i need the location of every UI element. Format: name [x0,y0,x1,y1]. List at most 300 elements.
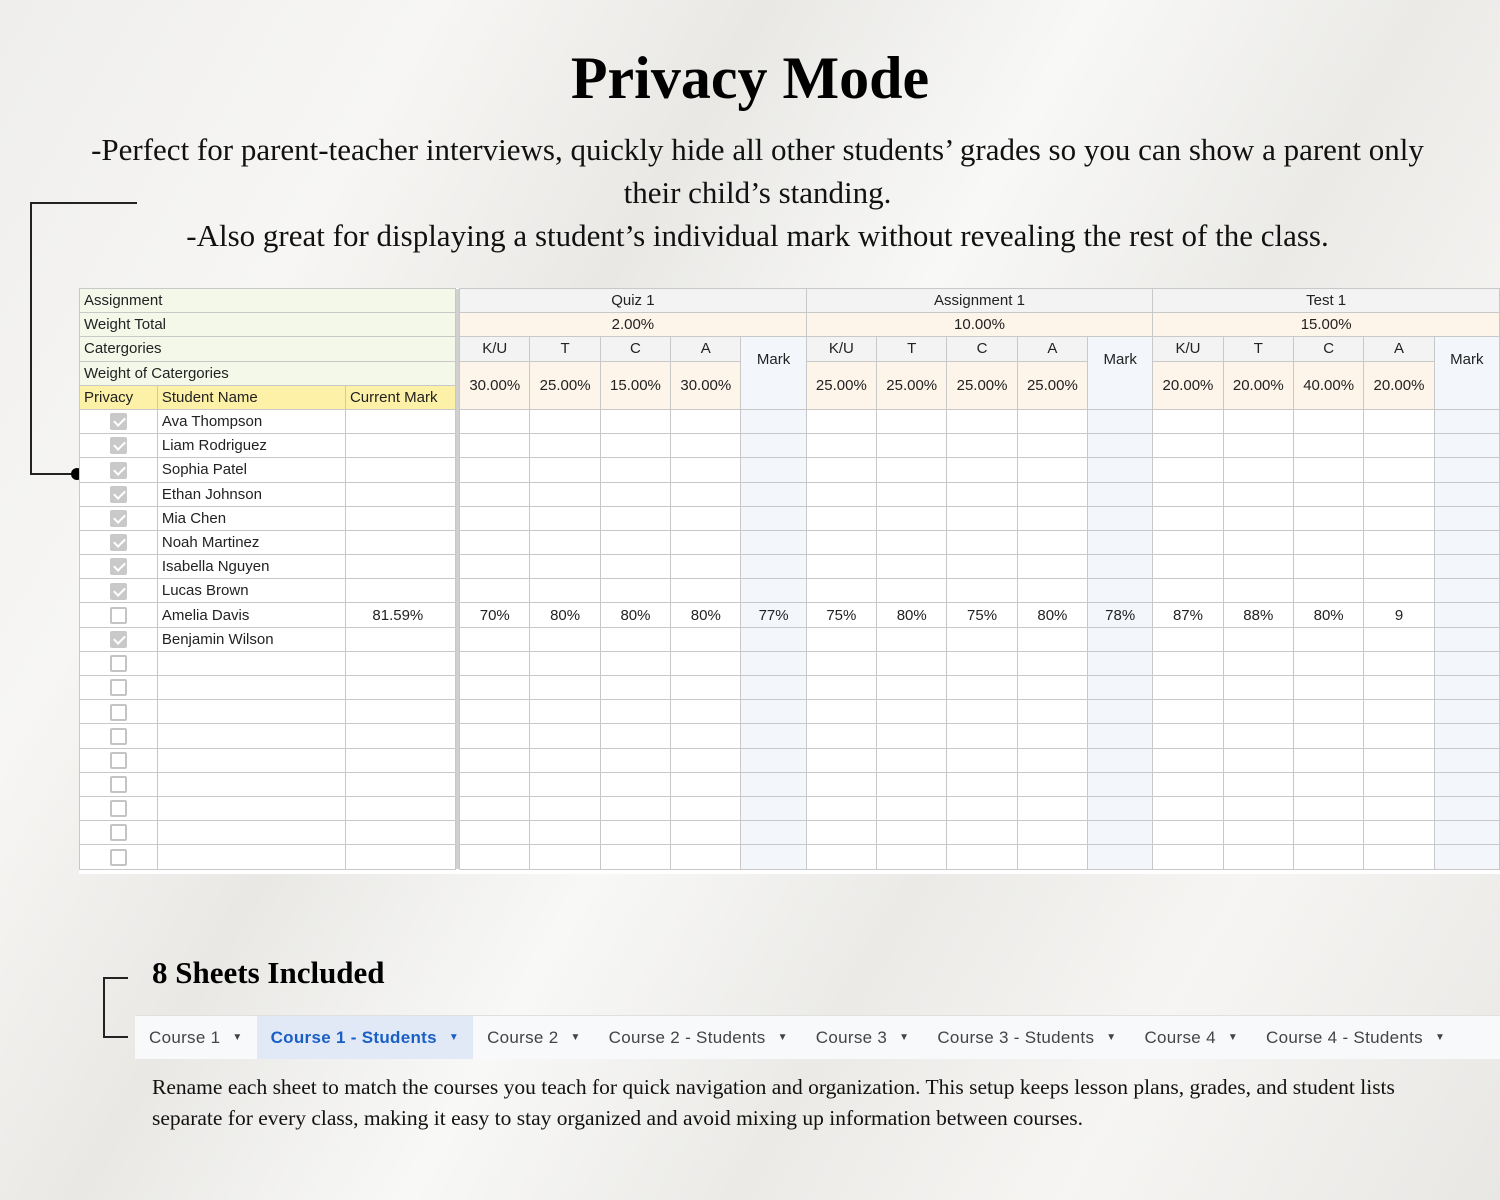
score-cell[interactable] [1364,506,1434,530]
mark-cell[interactable] [1434,482,1499,506]
score-cell[interactable]: 80% [1293,603,1363,627]
privacy-cell[interactable] [80,579,158,603]
score-cell[interactable] [600,676,670,700]
privacy-cell[interactable] [80,530,158,554]
score-cell[interactable] [1223,530,1293,554]
score-cell[interactable]: 75% [806,603,876,627]
score-cell[interactable] [947,724,1017,748]
score-cell[interactable] [947,506,1017,530]
mark-cell[interactable] [1434,796,1499,820]
score-cell[interactable] [806,555,876,579]
current-mark-cell[interactable] [345,651,455,675]
score-cell[interactable] [1153,772,1223,796]
dropdown-arrow-icon[interactable]: ▼ [1227,1032,1239,1043]
mark-cell[interactable] [1088,530,1153,554]
score-cell[interactable] [530,821,600,845]
label-assignment[interactable]: Assignment [80,289,456,313]
score-cell[interactable] [600,700,670,724]
mark-header[interactable]: Mark [1434,337,1499,410]
mark-cell[interactable] [1434,530,1499,554]
score-cell[interactable] [1364,530,1434,554]
score-cell[interactable] [460,434,530,458]
category-header[interactable]: K/U [460,337,530,361]
score-cell[interactable] [1153,530,1223,554]
mark-cell[interactable] [741,845,806,869]
privacy-checkbox[interactable] [110,510,127,527]
privacy-checkbox[interactable] [110,462,127,479]
score-cell[interactable] [600,482,670,506]
score-cell[interactable]: 80% [671,603,741,627]
assignment-name[interactable]: Quiz 1 [460,289,807,313]
mark-cell[interactable] [1434,555,1499,579]
score-cell[interactable] [947,821,1017,845]
score-cell[interactable] [806,748,876,772]
score-cell[interactable] [1364,579,1434,603]
privacy-checkbox[interactable] [110,776,127,793]
score-cell[interactable] [600,555,670,579]
category-header[interactable]: C [1293,337,1363,361]
score-cell[interactable] [460,409,530,433]
score-cell[interactable] [1364,821,1434,845]
score-cell[interactable] [1223,700,1293,724]
privacy-cell[interactable] [80,506,158,530]
score-cell[interactable] [460,724,530,748]
student-name-cell[interactable] [157,748,345,772]
privacy-checkbox[interactable] [110,704,127,721]
score-cell[interactable] [460,482,530,506]
mark-cell[interactable] [1088,458,1153,482]
score-cell[interactable] [530,409,600,433]
score-cell[interactable] [947,772,1017,796]
mark-cell[interactable] [1434,506,1499,530]
score-cell[interactable] [947,409,1017,433]
student-name-cell[interactable] [157,821,345,845]
score-cell[interactable] [1223,651,1293,675]
score-cell[interactable] [1017,458,1087,482]
mark-cell[interactable] [1434,676,1499,700]
category-weight[interactable]: 25.00% [530,361,600,409]
score-cell[interactable] [1153,748,1223,772]
score-cell[interactable] [530,748,600,772]
mark-cell[interactable] [741,530,806,554]
score-cell[interactable] [671,458,741,482]
score-cell[interactable] [460,700,530,724]
score-cell[interactable] [1223,748,1293,772]
score-cell[interactable] [877,434,947,458]
score-cell[interactable] [1153,506,1223,530]
privacy-cell[interactable] [80,796,158,820]
score-cell[interactable] [947,458,1017,482]
privacy-checkbox[interactable] [110,607,127,624]
score-cell[interactable] [1017,482,1087,506]
score-cell[interactable] [1223,458,1293,482]
score-cell[interactable]: 75% [947,603,1017,627]
mark-header[interactable]: Mark [741,337,806,410]
score-cell[interactable] [1017,530,1087,554]
dropdown-arrow-icon[interactable]: ▼ [232,1032,243,1043]
score-cell[interactable] [530,458,600,482]
score-cell[interactable] [671,845,741,869]
category-weight[interactable]: 15.00% [600,361,670,409]
sheet-tab[interactable] [135,1016,257,1059]
student-name-cell[interactable] [157,651,345,675]
privacy-checkbox[interactable] [110,800,127,817]
score-cell[interactable] [600,724,670,748]
privacy-checkbox[interactable] [110,437,127,454]
mark-cell[interactable] [1088,772,1153,796]
score-cell[interactable] [530,676,600,700]
mark-cell[interactable] [1088,579,1153,603]
score-cell[interactable]: 80% [877,603,947,627]
score-cell[interactable] [806,409,876,433]
label-categories[interactable]: Catergories [80,337,456,361]
student-name-cell[interactable]: Benjamin Wilson [157,627,345,651]
score-cell[interactable] [600,627,670,651]
student-name-cell[interactable] [157,796,345,820]
score-cell[interactable] [530,700,600,724]
score-cell[interactable] [600,530,670,554]
mark-cell[interactable]: 78% [1088,603,1153,627]
score-cell[interactable] [460,651,530,675]
label-weight-total[interactable]: Weight Total [80,313,456,337]
score-cell[interactable] [600,458,670,482]
assignment-name[interactable]: Assignment 1 [806,289,1153,313]
mark-cell[interactable] [1434,821,1499,845]
score-cell[interactable] [671,579,741,603]
score-cell[interactable] [460,676,530,700]
score-cell[interactable] [600,434,670,458]
score-cell[interactable] [600,748,670,772]
privacy-checkbox[interactable] [110,655,127,672]
score-cell[interactable] [806,821,876,845]
score-cell[interactable] [1153,434,1223,458]
privacy-checkbox[interactable] [110,413,127,430]
current-mark-cell[interactable] [345,409,455,433]
score-cell[interactable] [1223,676,1293,700]
current-mark-cell[interactable] [345,772,455,796]
score-cell[interactable] [530,579,600,603]
mark-cell[interactable] [1434,748,1499,772]
privacy-cell[interactable] [80,409,158,433]
score-cell[interactable] [671,748,741,772]
current-mark-cell[interactable] [345,627,455,651]
score-cell[interactable]: 9 [1364,603,1434,627]
score-cell[interactable] [1017,748,1087,772]
student-name-cell[interactable]: Noah Martinez [157,530,345,554]
score-cell[interactable] [530,627,600,651]
privacy-cell[interactable] [80,700,158,724]
mark-cell[interactable] [1088,700,1153,724]
score-cell[interactable] [1364,676,1434,700]
privacy-cell[interactable] [80,748,158,772]
mark-cell[interactable] [1088,748,1153,772]
current-mark-cell[interactable] [345,506,455,530]
header-student-name[interactable]: Student Name [157,385,345,409]
mark-cell[interactable] [741,724,806,748]
score-cell[interactable] [671,651,741,675]
mark-cell[interactable] [741,676,806,700]
mark-cell[interactable] [741,796,806,820]
header-privacy[interactable]: Privacy [80,385,158,409]
score-cell[interactable] [1364,482,1434,506]
current-mark-cell[interactable] [345,700,455,724]
score-cell[interactable] [877,555,947,579]
score-cell[interactable] [671,676,741,700]
score-cell[interactable] [1293,506,1363,530]
score-cell[interactable] [1017,796,1087,820]
score-cell[interactable] [877,676,947,700]
score-cell[interactable] [530,434,600,458]
score-cell[interactable] [460,530,530,554]
student-name-cell[interactable]: Mia Chen [157,506,345,530]
sheet-tab[interactable] [923,1016,1130,1059]
category-weight[interactable]: 25.00% [947,361,1017,409]
mark-cell[interactable] [1434,603,1499,627]
score-cell[interactable] [1223,821,1293,845]
score-cell[interactable] [600,651,670,675]
score-cell[interactable] [671,434,741,458]
current-mark-cell[interactable]: 81.59% [345,603,455,627]
score-cell[interactable] [460,458,530,482]
score-cell[interactable] [1364,700,1434,724]
score-cell[interactable] [600,796,670,820]
score-cell[interactable] [1364,748,1434,772]
score-cell[interactable] [671,627,741,651]
score-cell[interactable] [1223,724,1293,748]
score-cell[interactable] [1364,458,1434,482]
mark-cell[interactable] [1088,409,1153,433]
score-cell[interactable] [877,724,947,748]
assignment-name[interactable]: Test 1 [1153,289,1500,313]
score-cell[interactable] [1223,627,1293,651]
mark-cell[interactable] [741,772,806,796]
score-cell[interactable] [600,579,670,603]
score-cell[interactable]: 70% [460,603,530,627]
mark-cell[interactable] [741,821,806,845]
student-name-cell[interactable] [157,700,345,724]
student-name-cell[interactable] [157,772,345,796]
privacy-checkbox[interactable] [110,849,127,866]
header-current-mark[interactable]: Current Mark [345,385,455,409]
score-cell[interactable] [1293,676,1363,700]
score-cell[interactable] [1293,724,1363,748]
current-mark-cell[interactable] [345,482,455,506]
score-cell[interactable] [1017,409,1087,433]
score-cell[interactable] [806,482,876,506]
score-cell[interactable] [530,724,600,748]
score-cell[interactable] [806,579,876,603]
score-cell[interactable] [1153,458,1223,482]
score-cell[interactable] [1223,434,1293,458]
score-cell[interactable] [460,506,530,530]
privacy-checkbox[interactable] [110,728,127,745]
student-name-cell[interactable] [157,845,345,869]
privacy-cell[interactable] [80,458,158,482]
mark-cell[interactable] [1434,458,1499,482]
dropdown-arrow-icon[interactable]: ▼ [1434,1032,1446,1043]
score-cell[interactable] [806,796,876,820]
dropdown-arrow-icon[interactable]: ▼ [899,1032,910,1043]
current-mark-cell[interactable] [345,821,455,845]
score-cell[interactable] [530,845,600,869]
score-cell[interactable]: 80% [1017,603,1087,627]
score-cell[interactable] [1017,845,1087,869]
mark-cell[interactable] [1088,796,1153,820]
mark-header[interactable]: Mark [1088,337,1153,410]
score-cell[interactable] [1153,555,1223,579]
score-cell[interactable] [1153,409,1223,433]
mark-cell[interactable] [1434,409,1499,433]
category-header[interactable]: T [530,337,600,361]
privacy-cell[interactable] [80,772,158,796]
privacy-checkbox[interactable] [110,534,127,551]
mark-cell[interactable] [741,700,806,724]
score-cell[interactable] [947,530,1017,554]
student-name-cell[interactable]: Lucas Brown [157,579,345,603]
score-cell[interactable] [1223,555,1293,579]
category-header[interactable]: A [671,337,741,361]
mark-cell[interactable] [1434,845,1499,869]
category-header[interactable]: C [600,337,670,361]
score-cell[interactable] [806,700,876,724]
score-cell[interactable]: 87% [1153,603,1223,627]
score-cell[interactable] [1153,676,1223,700]
privacy-checkbox[interactable] [110,679,127,696]
current-mark-cell[interactable] [345,748,455,772]
mark-cell[interactable] [1088,845,1153,869]
score-cell[interactable] [1223,845,1293,869]
score-cell[interactable] [671,506,741,530]
score-cell[interactable] [1017,821,1087,845]
score-cell[interactable] [1293,434,1363,458]
score-cell[interactable] [1017,724,1087,748]
score-cell[interactable] [530,651,600,675]
score-cell[interactable] [947,845,1017,869]
score-cell[interactable] [806,724,876,748]
score-cell[interactable] [460,772,530,796]
score-cell[interactable] [1364,651,1434,675]
score-cell[interactable] [877,821,947,845]
privacy-cell[interactable] [80,434,158,458]
score-cell[interactable] [877,627,947,651]
student-name-cell[interactable]: Amelia Davis [157,603,345,627]
category-weight[interactable]: 25.00% [877,361,947,409]
mark-cell[interactable] [741,555,806,579]
category-weight[interactable]: 20.00% [1364,361,1434,409]
score-cell[interactable] [671,796,741,820]
score-cell[interactable] [671,772,741,796]
mark-cell[interactable] [1434,434,1499,458]
dropdown-arrow-icon[interactable]: ▼ [448,1032,460,1043]
score-cell[interactable] [460,796,530,820]
score-cell[interactable] [530,530,600,554]
current-mark-cell[interactable] [345,724,455,748]
privacy-checkbox[interactable] [110,824,127,841]
sheet-tab[interactable] [802,1016,924,1059]
score-cell[interactable] [947,796,1017,820]
mark-cell[interactable] [1434,579,1499,603]
mark-cell[interactable] [1088,821,1153,845]
mark-cell[interactable] [1434,700,1499,724]
score-cell[interactable] [1223,506,1293,530]
score-cell[interactable] [530,482,600,506]
score-cell[interactable] [1153,821,1223,845]
score-cell[interactable] [877,530,947,554]
category-weight[interactable]: 20.00% [1153,361,1223,409]
privacy-checkbox[interactable] [110,631,127,648]
mark-cell[interactable] [741,458,806,482]
score-cell[interactable] [1293,821,1363,845]
mark-cell[interactable] [741,506,806,530]
score-cell[interactable] [806,676,876,700]
mark-cell[interactable] [741,434,806,458]
mark-cell[interactable] [1088,724,1153,748]
privacy-cell[interactable] [80,627,158,651]
score-cell[interactable] [1293,845,1363,869]
score-cell[interactable] [877,700,947,724]
score-cell[interactable] [877,482,947,506]
privacy-checkbox[interactable] [110,752,127,769]
score-cell[interactable] [1293,482,1363,506]
student-name-cell[interactable] [157,676,345,700]
privacy-cell[interactable] [80,651,158,675]
score-cell[interactable] [1153,651,1223,675]
category-header[interactable]: A [1017,337,1087,361]
privacy-cell[interactable] [80,482,158,506]
score-cell[interactable] [460,845,530,869]
student-name-cell[interactable]: Sophia Patel [157,458,345,482]
score-cell[interactable] [671,724,741,748]
privacy-cell[interactable] [80,845,158,869]
score-cell[interactable] [1293,555,1363,579]
score-cell[interactable] [530,772,600,796]
score-cell[interactable] [947,555,1017,579]
student-name-cell[interactable] [157,724,345,748]
score-cell[interactable] [1017,506,1087,530]
mark-cell[interactable] [1088,434,1153,458]
score-cell[interactable] [1223,796,1293,820]
score-cell[interactable] [877,796,947,820]
current-mark-cell[interactable] [345,530,455,554]
score-cell[interactable] [671,821,741,845]
score-cell[interactable] [1293,651,1363,675]
score-cell[interactable] [1017,676,1087,700]
score-cell[interactable] [947,482,1017,506]
score-cell[interactable] [806,530,876,554]
student-name-cell[interactable]: Liam Rodriguez [157,434,345,458]
mark-cell[interactable] [741,409,806,433]
privacy-cell[interactable] [80,676,158,700]
category-header[interactable]: C [947,337,1017,361]
score-cell[interactable]: 80% [530,603,600,627]
score-cell[interactable] [600,409,670,433]
dropdown-arrow-icon[interactable]: ▼ [570,1032,581,1043]
category-weight[interactable]: 25.00% [806,361,876,409]
score-cell[interactable] [877,651,947,675]
category-weight[interactable]: 30.00% [671,361,741,409]
student-name-cell[interactable]: Isabella Nguyen [157,555,345,579]
score-cell[interactable] [460,627,530,651]
sheet-tab[interactable] [257,1016,473,1059]
score-cell[interactable] [530,796,600,820]
assignment-weight[interactable]: 15.00% [1153,313,1500,337]
category-header[interactable]: T [877,337,947,361]
score-cell[interactable] [1293,579,1363,603]
category-header[interactable]: K/U [1153,337,1223,361]
mark-cell[interactable] [741,651,806,675]
score-cell[interactable] [1364,434,1434,458]
privacy-checkbox[interactable] [110,583,127,600]
